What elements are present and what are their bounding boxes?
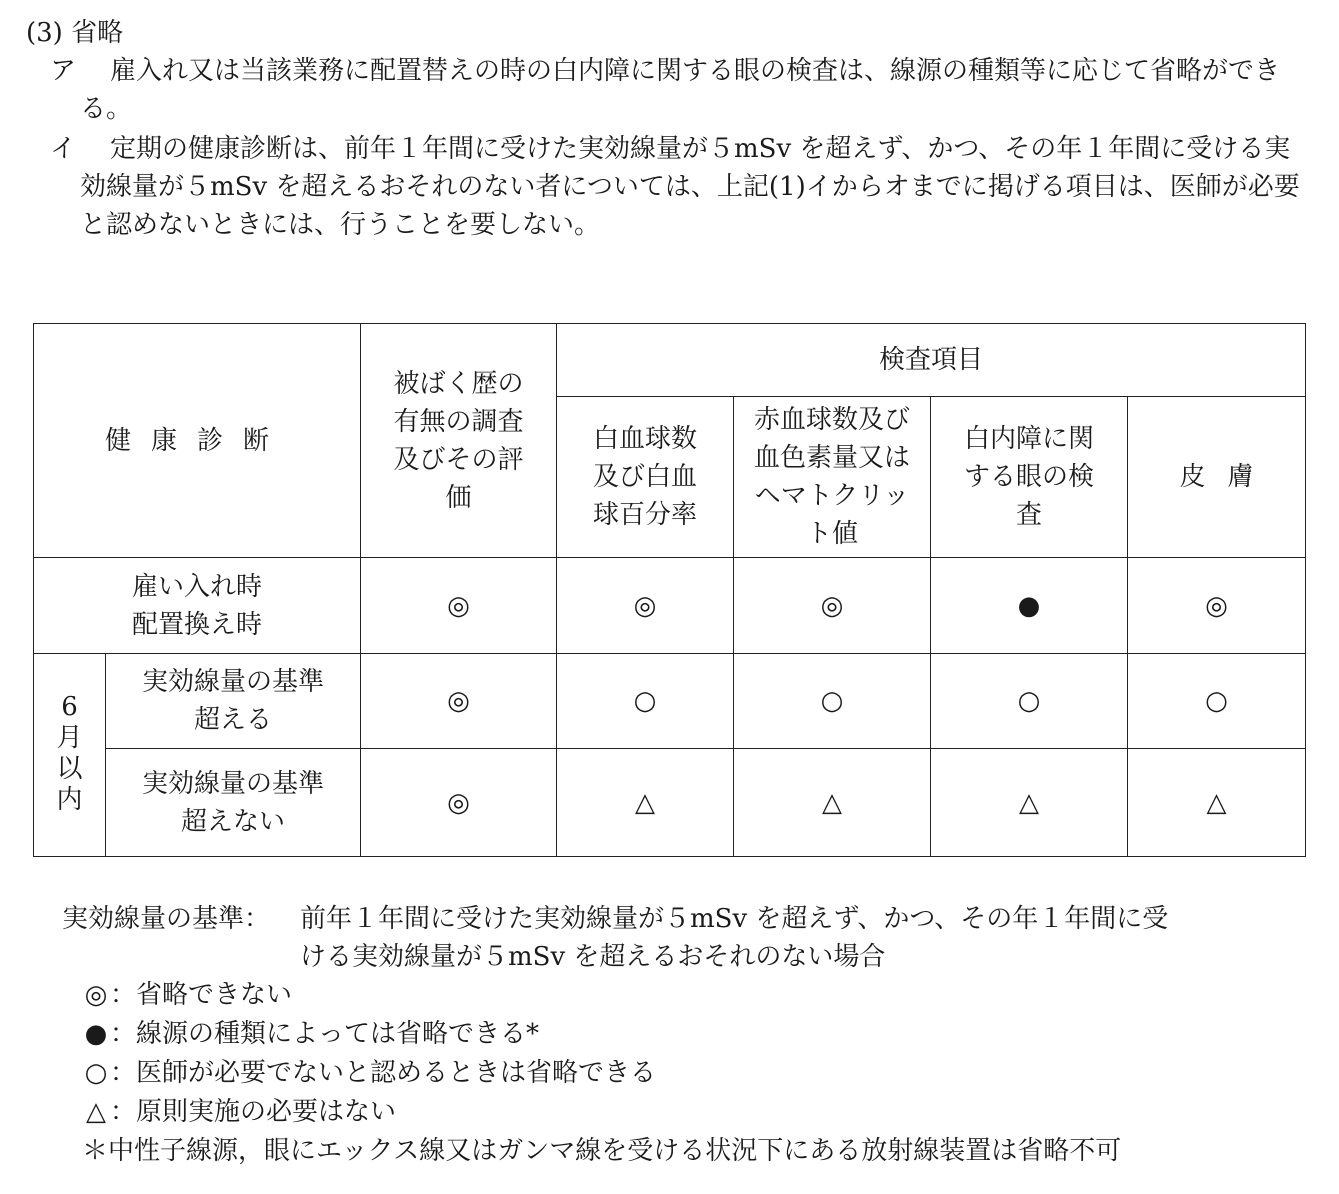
table-cell: ●	[931, 558, 1128, 654]
row-group-label: 6月以内	[56, 691, 83, 815]
row-label-line: 雇い入れ時	[132, 571, 263, 602]
table-cell: △	[1128, 749, 1306, 857]
triangle-icon: △	[86, 1097, 106, 1127]
table-cell: ◎	[1128, 558, 1306, 654]
header-rbc: 赤血球数及び血色素量又はヘマトクリット値	[734, 397, 931, 558]
legend-text: ：線源の種類によっては省略できる*	[110, 1019, 540, 1049]
footnote: ＊中性子線源，眼にエックス線又はガンマ線を受ける状況下にある放射線装置は省略不可	[82, 1136, 1122, 1166]
legend-item	[82, 1093, 396, 1131]
table-row	[34, 654, 1306, 749]
row-label-line: 超える	[194, 705, 273, 735]
health-exam-table	[33, 323, 1306, 857]
table-cell: △	[931, 749, 1128, 857]
table-cell: ○	[1128, 654, 1306, 749]
table-row	[34, 558, 1306, 654]
note-definition-line: ける実効線量が５mSv を超えるおそれのない場合	[300, 942, 886, 972]
table-cell: △	[557, 749, 734, 857]
header-cataract: 白内障に関する眼の検査	[931, 397, 1128, 558]
table-cell: ◎	[557, 558, 734, 654]
row-label-line: 実効線量の基準	[142, 667, 325, 697]
note-definition-line: 前年１年間に受けた実効線量が５mSv を超えず、かつ、その年１年間に受	[300, 904, 1169, 934]
note-definition-label: 実効線量の基準：	[62, 904, 271, 934]
row-label-exceeds	[106, 654, 361, 749]
header-wbc: 白血球数及び白血球百分率	[557, 397, 734, 558]
header-exposure-history: 被ばく歴の有無の調査及びその評価	[361, 324, 557, 558]
row-label-hire	[34, 558, 361, 654]
paragraph-a-marker: ア	[50, 56, 77, 86]
table-cell: ◎	[361, 749, 557, 857]
header-skin: 皮膚	[1128, 397, 1306, 558]
filled-circle-icon: ●	[84, 1019, 108, 1049]
table-row	[34, 749, 1306, 857]
table-cell: ○	[557, 654, 734, 749]
section-heading: (3) 省略	[26, 18, 124, 48]
paragraph-a	[50, 52, 1300, 128]
row-label-line: 超えない	[181, 806, 286, 837]
table-cell: ○	[734, 654, 931, 749]
row-label-line: 実効線量の基準	[142, 768, 325, 799]
header-exam-items: 検査項目	[557, 324, 1306, 397]
legend-item	[82, 976, 292, 1014]
paragraph-a-text: 雇入れ又は当該業務に配置替えの時の白内障に関する眼の検査は、線源の種類等に応じて省略ができる。	[80, 56, 1281, 124]
legend-text: ：省略できない	[110, 980, 293, 1010]
header-health-exam: 健康診断	[34, 324, 361, 558]
double-circle-icon: ◎	[84, 980, 108, 1010]
legend-text: ：原則実施の必要はない	[110, 1097, 397, 1127]
table-cell: ○	[931, 654, 1128, 749]
paragraph-i-text: 定期の健康診断は、前年１年間に受けた実効線量が５mSv を超えず、かつ、その年１年間に受ける実効線量が５mSv を超えるおそれのない者については、上記(1)イからオまでに掲げる項目は、医師が必要と認めないときには、行うことを要しない。	[80, 134, 1300, 240]
table-cell: △	[734, 749, 931, 857]
paragraph-i	[50, 130, 1300, 244]
row-group-six-months	[34, 654, 106, 857]
legend-item	[82, 1015, 539, 1053]
paragraph-i-marker: イ	[50, 134, 77, 164]
legend-text: ：医師が必要でないと認めるときは省略できる	[110, 1058, 657, 1088]
row-label-not-exceeds	[106, 749, 361, 857]
table-cell: ◎	[361, 654, 557, 749]
circle-icon: ○	[84, 1058, 108, 1088]
legend-item	[82, 1054, 656, 1092]
table-cell: ◎	[734, 558, 931, 654]
table-header-row-1	[34, 324, 1306, 397]
table-cell: ◎	[361, 558, 557, 654]
row-label-line: 配置換え時	[132, 609, 263, 640]
